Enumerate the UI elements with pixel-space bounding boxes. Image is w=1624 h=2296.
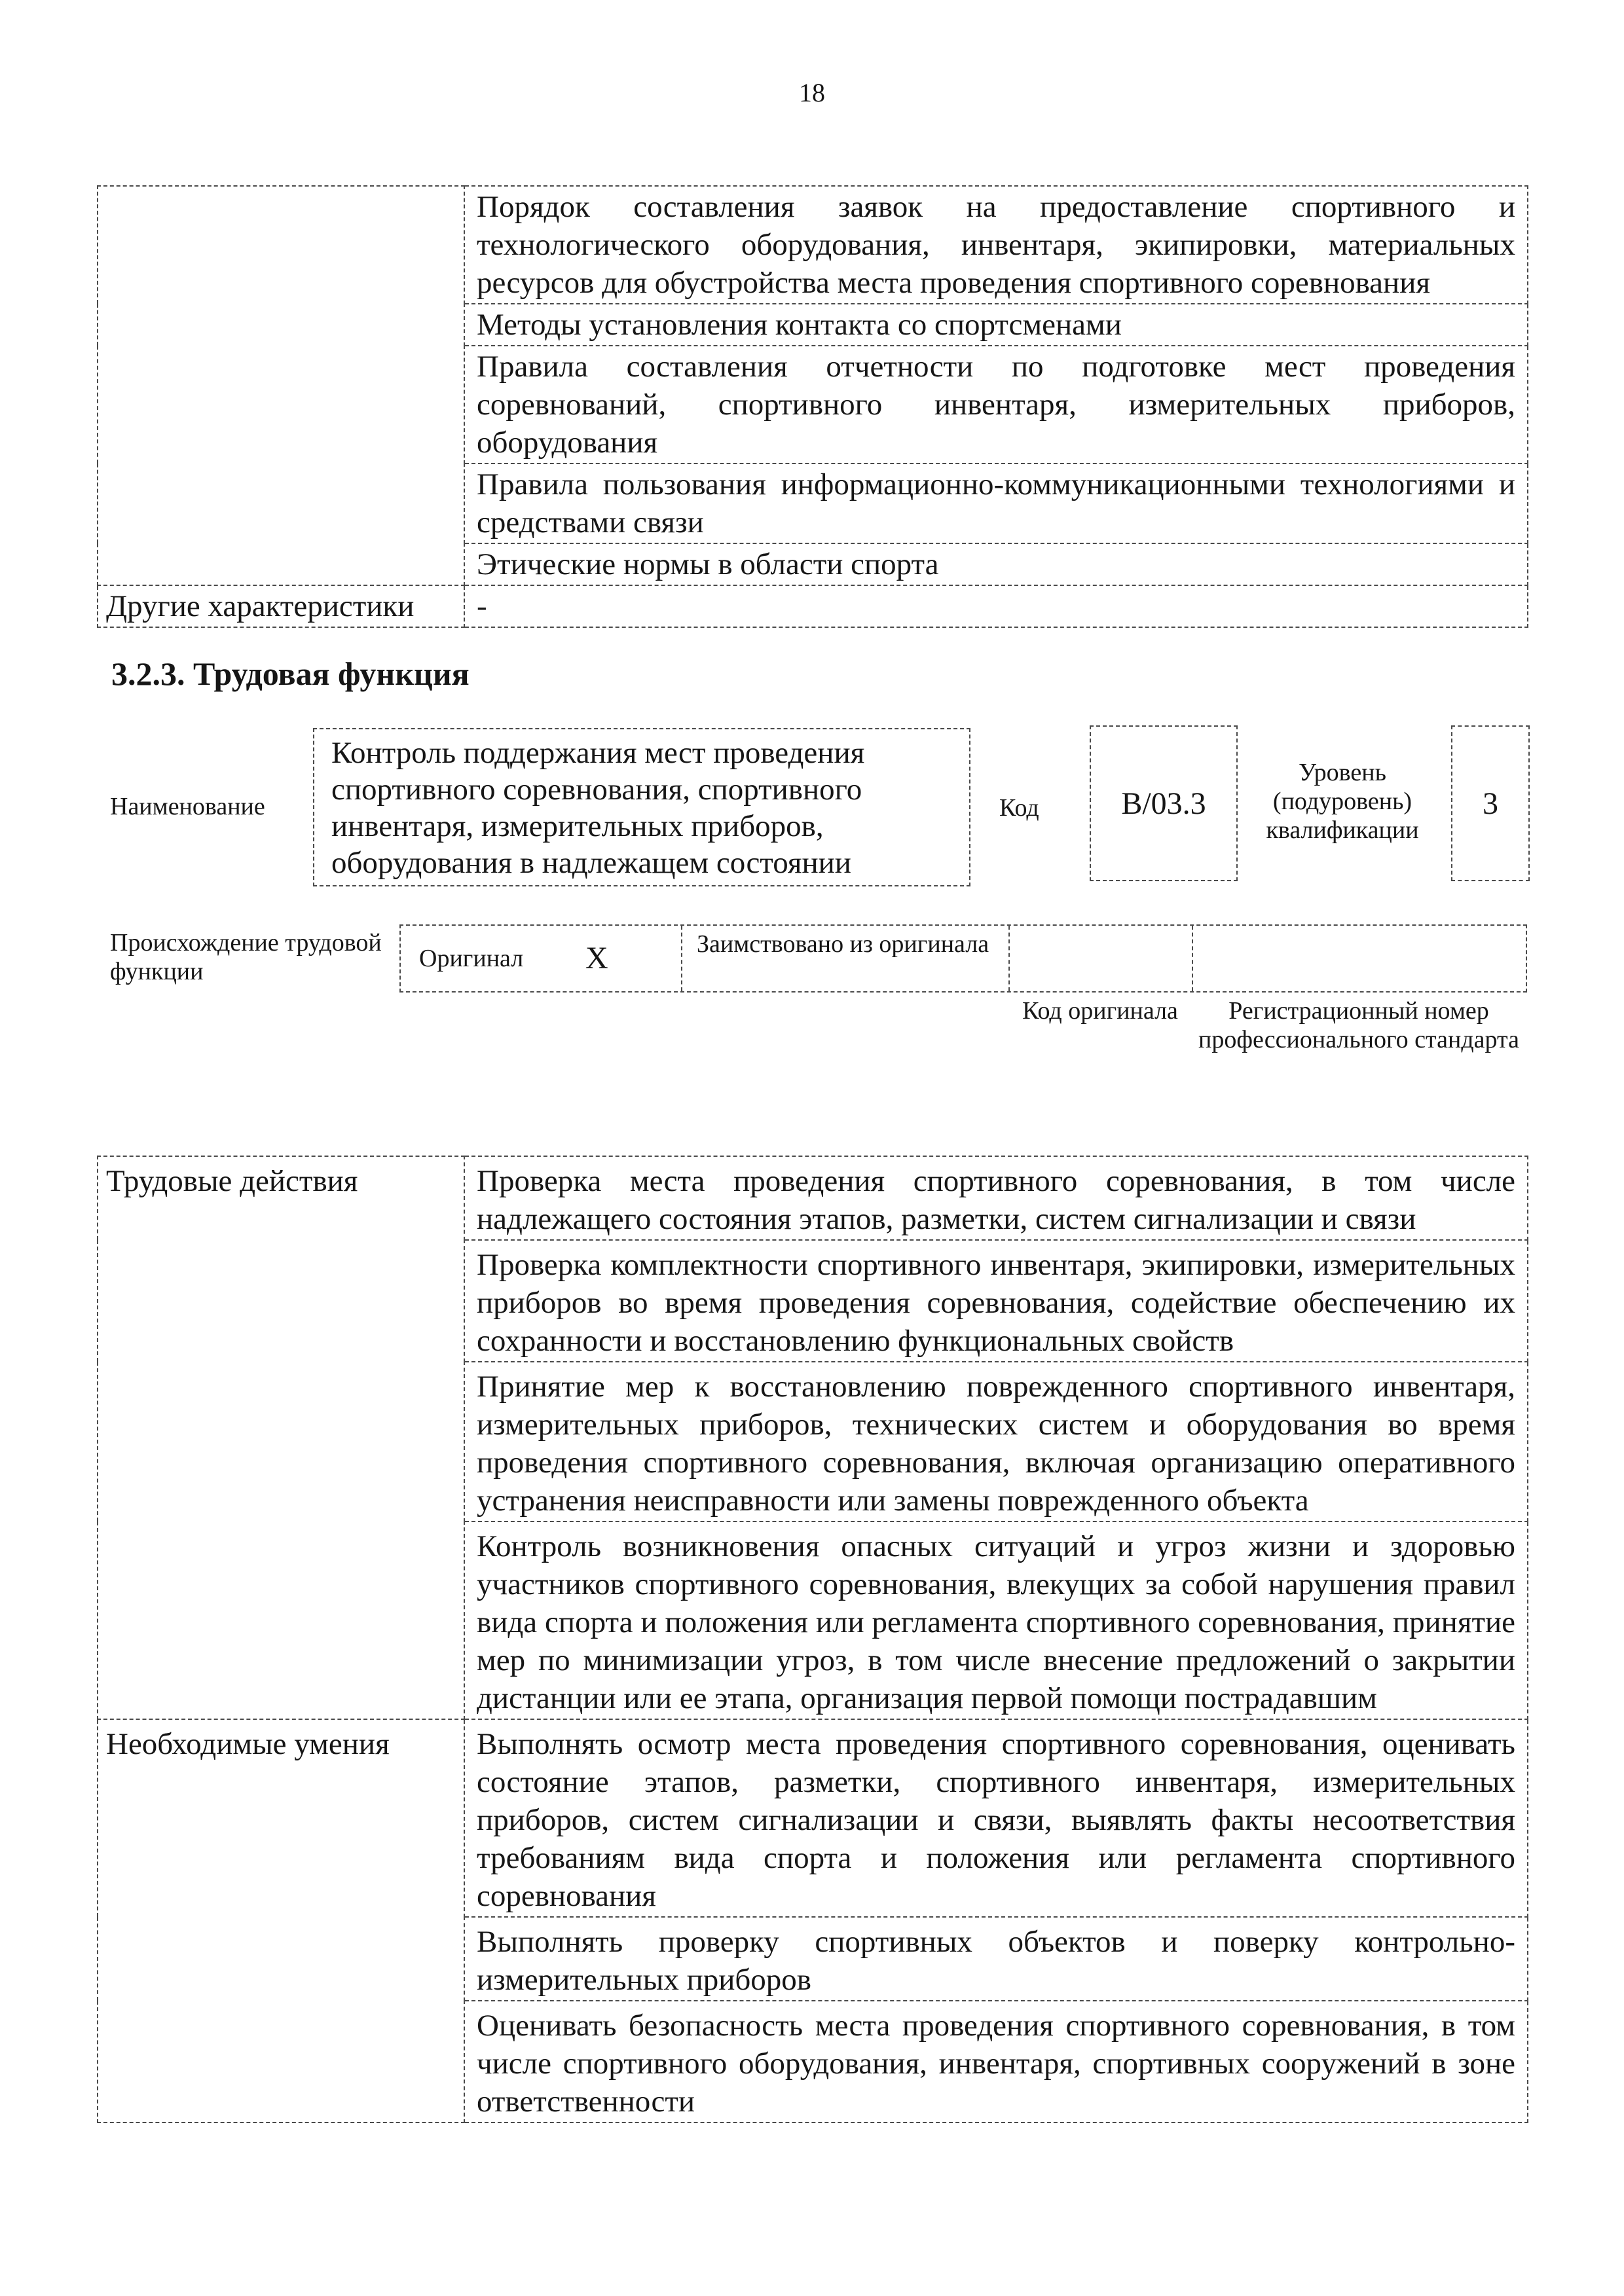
origin-label: Происхождение трудовой функции <box>110 929 382 985</box>
knowledge-label-cell <box>98 186 464 585</box>
reg-number-label: Регистрационный номер профессионального стандарта <box>1198 997 1519 1053</box>
labor-action-item: Контроль возникновения опасных ситуаций и угроз жизни и здоровью участников спортивного соревнования, влекущих за собой нарушения правил вида спорта и положения или регламента спортивного соревнования, принятие мер по минимизации угроз, в том числе внесение предложений о закрытии дистанции или ее этапа, организация первой помощи пострадавшим <box>464 1522 1528 1719</box>
code-value: B/03.3 <box>1090 725 1238 881</box>
other-characteristics-value: - <box>464 585 1528 627</box>
knowledge-item: Порядок составления заявок на предоставление спортивного и технологического оборудования, инвентаря, экипировки, материальных ресурсов для обустройства места проведения спортивного соревнования <box>464 186 1528 304</box>
knowledge-item: Правила составления отчетности по подготовке мест проведения соревнований, спортивного инвентаря, измерительных приборов, оборудования <box>464 346 1528 464</box>
required-skills-label: Необходимые умения <box>98 1719 464 2123</box>
page-number: 18 <box>799 78 825 107</box>
labor-table <box>97 1156 1528 2123</box>
original-label: Оригинал <box>419 945 524 972</box>
original-mark: X <box>585 941 608 975</box>
reg-number-cell <box>1193 926 1528 991</box>
function-name-box: Контроль поддержания мест проведения спортивного соревнования, спортивного инвентаря, измерительных приборов, оборудования в надлежащем состоянии <box>313 728 970 886</box>
qualification-level-value: 3 <box>1451 725 1530 881</box>
table-row <box>98 1156 1528 1240</box>
knowledge-item: Правила пользования информационно-коммуникационными технологиями и средствами связи <box>464 464 1528 543</box>
labor-action-item: Проверка комплектности спортивного инвентаря, экипировки, измерительных приборов во время проведения соревнования, содействие обеспечению их сохранности и восстановлению функциональных свойств <box>464 1240 1528 1362</box>
code-original-cell <box>1010 926 1193 991</box>
knowledge-item: Методы установления контакта со спортсменами <box>464 304 1528 346</box>
qualification-level-label: Уровень (подуровень) квалификации <box>1266 759 1419 844</box>
other-characteristics-label: Другие характеристики <box>98 585 464 627</box>
borrowed-label: Заимствовано из оригинала <box>697 930 989 958</box>
table-row <box>98 186 1528 304</box>
table-row <box>98 1719 1528 1917</box>
skill-item: Оценивать безопасность места проведения спортивного соревнования, в том числе спортивного оборудования, инвентаря, спортивных сооружений в зоне ответственности <box>464 2001 1528 2123</box>
skill-item: Выполнять проверку спортивных объектов и поверку контрольно-измерительных приборов <box>464 1917 1528 2001</box>
name-label: Наименование <box>110 793 265 820</box>
knowledge-table <box>97 185 1528 628</box>
origin-row <box>399 924 1527 993</box>
labor-action-item: Проверка места проведения спортивного соревнования, в том числе надлежащего состояния этапов, разметки, систем сигнализации и связи <box>464 1156 1528 1240</box>
code-label: Код <box>999 794 1039 822</box>
original-cell <box>401 926 682 991</box>
knowledge-item: Этические нормы в области спорта <box>464 543 1528 585</box>
code-original-label: Код оригинала <box>1022 997 1178 1025</box>
skill-item: Выполнять осмотр места проведения спортивного соревнования, оценивать состояние этапов, разметки, спортивного инвентаря, измерительных приборов, систем сигнализации и связи, выявлять факты несоответствия требованиям вида спорта и положения или регламента спортивного соревнования <box>464 1719 1528 1917</box>
labor-action-item: Принятие мер к восстановлению поврежденного спортивного инвентаря, измерительных приборов, технических систем и оборудования во время проведения спортивного соревнования, включая организацию оперативного устранения неисправности или замены поврежденного объекта <box>464 1362 1528 1522</box>
borrowed-cell <box>682 926 1010 991</box>
table-row <box>98 585 1528 627</box>
labor-actions-label: Трудовые действия <box>98 1156 464 1719</box>
section-title: 3.2.3. Трудовая функция <box>111 655 470 692</box>
